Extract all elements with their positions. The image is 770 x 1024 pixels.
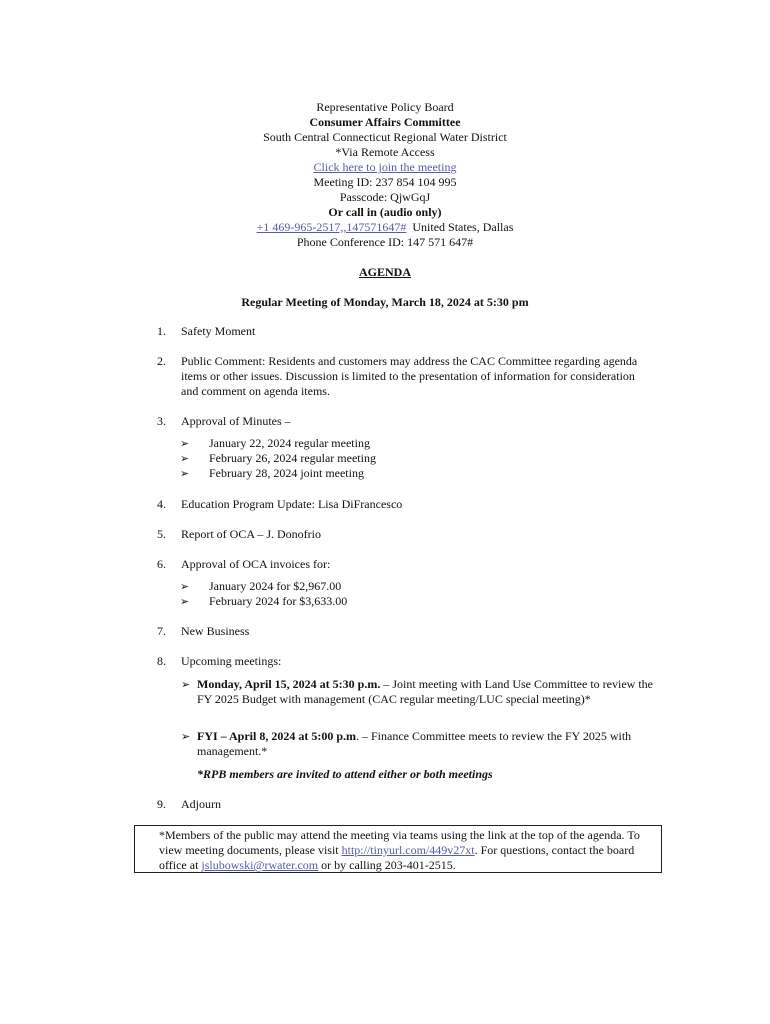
district-name: South Central Connecticut Regional Water District: [263, 130, 507, 144]
item-text: Adjourn: [181, 797, 221, 811]
arrow-bullet-icon: ➢: [181, 678, 191, 691]
arrow-bullet-icon: ➢: [181, 730, 191, 743]
access-note: *Via Remote Access: [335, 145, 435, 159]
arrow-bullet-icon: ➢: [180, 467, 190, 480]
upcoming-meeting-date: FYI – April 8, 2024 at 5:00 p.m: [197, 729, 356, 743]
arrow-bullet-icon: ➢: [180, 452, 190, 465]
join-meeting-link[interactable]: Click here to join the meeting: [313, 160, 457, 174]
item-text: Approval of OCA invoices for:: [181, 557, 331, 571]
upcoming-meeting-text: [197, 729, 667, 759]
notice-text: . For questions, contact the board office at: [159, 843, 635, 872]
item-number: 9.: [157, 797, 166, 811]
minutes-text: February 26, 2024 regular meeting: [209, 451, 376, 465]
invoice-text: February 2024 for $3,633.00: [209, 594, 348, 608]
agenda-title: AGENDA: [358, 265, 411, 279]
arrow-bullet-icon: ➢: [180, 580, 190, 593]
item-text: Approval of Minutes –: [181, 414, 291, 428]
meeting-id: Meeting ID: 237 854 104 995: [313, 175, 457, 189]
passcode: Passcode: QjwGqJ: [339, 190, 431, 204]
invoice-text: January 2024 for $2,967.00: [209, 579, 342, 593]
item-number: 7.: [157, 624, 166, 638]
item-number: 3.: [157, 414, 166, 428]
documents-link[interactable]: http://tinyurl.com/449v27xt: [341, 843, 475, 857]
item-text: New Business: [181, 624, 250, 638]
email-link[interactable]: jslubowski@rwater.com: [201, 858, 319, 872]
upcoming-meeting-date: Monday, April 15, 2024 at 5:30 p.m.: [197, 677, 381, 691]
minutes-text: January 22, 2024 regular meeting: [209, 436, 370, 450]
item-number: 4.: [157, 497, 166, 511]
item-number: 1.: [157, 324, 166, 338]
document-header: [0, 100, 770, 250]
upcoming-meeting-desc: . – Finance Committee meets to review the FY 2025 with management.*: [197, 729, 632, 758]
org-name: Representative Policy Board: [316, 100, 454, 114]
item-text: Education Program Update: Lisa DiFrancesco: [181, 497, 403, 511]
call-in-label: Or call in (audio only): [328, 205, 442, 219]
conference-id: Phone Conference ID: 147 571 647#: [296, 235, 474, 249]
committee-name: Consumer Affairs Committee: [309, 115, 461, 129]
arrow-bullet-icon: ➢: [180, 437, 190, 450]
upcoming-meeting-desc: – Joint meeting with Land Use Committee to review the FY 2025 Budget with management (CAC regular meeting/LUC special meeting)*: [197, 677, 653, 706]
phone-location: United States, Dallas: [412, 220, 514, 234]
upcoming-meeting-text: [197, 677, 667, 707]
rpb-note: *RPB members are invited to attend either or both meetings: [197, 767, 493, 781]
item-number: 6.: [157, 557, 166, 571]
item-number: 2.: [157, 354, 166, 368]
item-text: Report of OCA – J. Donofrio: [181, 527, 321, 541]
notice-text: *Members of the public may attend the meeting via teams using the link at the top of the agenda. To view meeting documents, please visit: [159, 828, 640, 857]
item-text: Public Comment: Residents and customers may address the CAC Committee regarding agenda items or other issues. Discussion is limited to the presentation of information for consideration and comment on agenda items.: [181, 354, 638, 398]
item-number: 8.: [157, 654, 166, 668]
notice-text: or by calling 203-401-2515.: [318, 858, 456, 872]
meeting-title: Regular Meeting of Monday, March 18, 2024 at 5:30 pm: [241, 295, 529, 309]
item-number: 5.: [157, 527, 166, 541]
item-text: Upcoming meetings:: [181, 654, 282, 668]
phone-number-link[interactable]: +1 469-965-2517,,147571647#: [256, 220, 407, 234]
arrow-bullet-icon: ➢: [180, 595, 190, 608]
public-notice-box: [134, 825, 662, 873]
minutes-text: February 28, 2024 joint meeting: [209, 466, 364, 480]
item-text: Safety Moment: [181, 324, 256, 338]
